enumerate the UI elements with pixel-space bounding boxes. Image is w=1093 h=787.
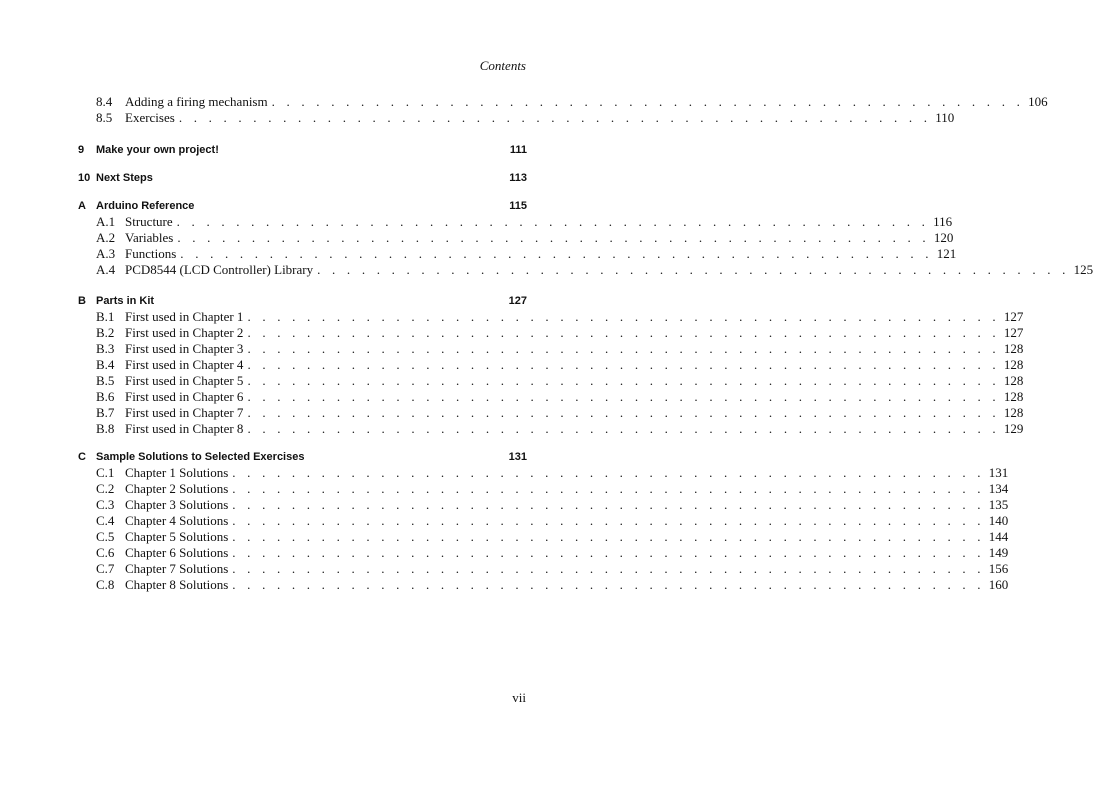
- toc-section-row[interactable]: [0, 529, 1009, 545]
- dot-leader: . . . . . . . . . . . . . . . . . . . . . . . . . . . . . . . . . . . . . . . . . . . . . . . . . . .: [232, 545, 985, 560]
- page-ref: 128: [1003, 405, 1024, 420]
- page-number: vii: [512, 690, 526, 705]
- section-title: First used in Chapter 4: [125, 357, 244, 372]
- section-title: First used in Chapter 2: [125, 325, 244, 340]
- toc-section-row[interactable]: [0, 513, 1009, 529]
- toc-section-row[interactable]: [0, 577, 1009, 593]
- dot-leader: . . . . . . . . . . . . . . . . . . . . . . . . . . . . . . . . . . . . . . . . . . . . . . . . . . .: [177, 230, 930, 245]
- section-number: B.6: [96, 389, 115, 404]
- page-ref: 128: [1003, 357, 1024, 372]
- section-title: Chapter 3 Solutions: [125, 497, 229, 512]
- section-title: Chapter 7 Solutions: [125, 561, 229, 576]
- dot-leader: . . . . . . . . . . . . . . . . . . . . . . . . . . . . . . . . . . . . . . . . . . . . . . . . . . .: [232, 513, 985, 528]
- section-title: PCD8544 (LCD Controller) Library: [125, 262, 314, 277]
- section-title: First used in Chapter 8: [125, 421, 244, 436]
- toc-section-row[interactable]: [0, 421, 1024, 437]
- toc-section-row[interactable]: [0, 325, 1024, 341]
- dot-leader: . . . . . . . . . . . . . . . . . . . . . . . . . . . . . . . . . . . . . . . . . . . . . . . . . . .: [247, 309, 1000, 324]
- toc-section-row[interactable]: [0, 110, 955, 126]
- section-number: B.2: [96, 325, 115, 340]
- toc-section-row[interactable]: [0, 341, 1024, 357]
- section-title: Chapter 1 Solutions: [125, 465, 229, 480]
- dot-leader: . . . . . . . . . . . . . . . . . . . . . . . . . . . . . . . . . . . . . . . . . . . . . . . . . . .: [247, 373, 1000, 388]
- section-number: C.6: [96, 545, 115, 560]
- section-number: 8.5: [96, 110, 113, 125]
- page-ref: 128: [1003, 341, 1024, 356]
- section-title: Structure: [125, 214, 173, 229]
- dot-leader: . . . . . . . . . . . . . . . . . . . . . . . . . . . . . . . . . . . . . . . . . . . . . . . . . . .: [247, 341, 1000, 356]
- toc-section-row[interactable]: [0, 309, 1024, 325]
- dot-leader: . . . . . . . . . . . . . . . . . . . . . . . . . . . . . . . . . . . . . . . . . . . . . . . . . . .: [232, 497, 985, 512]
- toc-section-row[interactable]: [0, 481, 1009, 497]
- dot-leader: . . . . . . . . . . . . . . . . . . . . . . . . . . . . . . . . . . . . . . . . . . . . . . . . . . .: [232, 465, 985, 480]
- toc-chapter-row[interactable]: [0, 449, 638, 465]
- toc-chapter-row[interactable]: [0, 198, 638, 214]
- page-ref: 149: [988, 545, 1009, 560]
- toc-chapter-row[interactable]: [0, 170, 638, 186]
- section-title: Adding a firing mechanism: [125, 94, 268, 109]
- dot-leader: . . . . . . . . . . . . . . . . . . . . . . . . . . . . . . . . . . . . . . . . . . . . . . . . . . .: [247, 405, 1000, 420]
- chapter-number: A: [78, 200, 86, 212]
- section-number: C.2: [96, 481, 115, 496]
- dot-leader: . . . . . . . . . . . . . . . . . . . . . . . . . . . . . . . . . . . . . . . . . . . . . . . . . . .: [176, 214, 930, 229]
- chapter-title: Sample Solutions to Selected Exercises: [96, 451, 305, 463]
- page-ref: 131: [988, 465, 1009, 480]
- chapter-number: B: [78, 295, 86, 307]
- dot-leader: . . . . . . . . . . . . . . . . . . . . . . . . . . . . . . . . . . . . . . . . . . . . . . . . . . .: [247, 389, 1000, 404]
- section-number: B.7: [96, 405, 115, 420]
- dot-leader: . . . . . . . . . . . . . . . . . . . . . . . . . . . . . . . . . . . . . . . . . . . . . . . . . . .: [232, 577, 985, 592]
- toc-section-row[interactable]: [0, 262, 1093, 278]
- page-ref: 134: [988, 481, 1009, 496]
- dot-leader: . . . . . . . . . . . . . . . . . . . . . . . . . . . . . . . . . . . . . . . . . . . . . . . . . . .: [247, 421, 1000, 436]
- chapter-title: Make your own project!: [96, 144, 219, 156]
- page-ref: 129: [1003, 421, 1024, 436]
- toc-section-row[interactable]: [0, 373, 1024, 389]
- section-title: First used in Chapter 5: [125, 373, 244, 388]
- section-number: A.4: [96, 262, 116, 277]
- dot-leader: . . . . . . . . . . . . . . . . . . . . . . . . . . . . . . . . . . . . . . . . . . . . . . . . . . .: [271, 94, 1025, 109]
- section-number: B.1: [96, 309, 115, 324]
- page-ref: 127: [1003, 309, 1024, 324]
- section-title: Chapter 2 Solutions: [125, 481, 229, 496]
- toc-section-row[interactable]: [0, 561, 1009, 577]
- section-number: C.5: [96, 529, 115, 544]
- toc-chapter-row[interactable]: [0, 293, 638, 309]
- dot-leader: . . . . . . . . . . . . . . . . . . . . . . . . . . . . . . . . . . . . . . . . . . . . . . . . . . .: [232, 529, 985, 544]
- section-number: C.1: [96, 465, 115, 480]
- page-ref: 115: [509, 200, 527, 212]
- chapter-title: Parts in Kit: [96, 295, 155, 307]
- section-number: B.4: [96, 357, 115, 372]
- section-title: First used in Chapter 1: [125, 309, 244, 324]
- dot-leader: . . . . . . . . . . . . . . . . . . . . . . . . . . . . . . . . . . . . . . . . . . . . . . . . . . .: [232, 561, 985, 576]
- chapter-number: 9: [78, 144, 85, 156]
- page-ref: 116: [933, 214, 953, 229]
- section-title: Chapter 4 Solutions: [125, 513, 229, 528]
- toc-section-row[interactable]: [0, 405, 1024, 421]
- section-title: Exercises: [125, 110, 175, 125]
- section-number: C.3: [96, 497, 115, 512]
- toc-section-row[interactable]: [0, 94, 1048, 110]
- dot-leader: . . . . . . . . . . . . . . . . . . . . . . . . . . . . . . . . . . . . . . . . . . . . . . . . . . .: [180, 246, 933, 261]
- toc-section-row[interactable]: [0, 497, 1009, 513]
- section-title: Functions: [125, 246, 177, 261]
- chapter-title: Next Steps: [96, 172, 153, 184]
- toc-section-row[interactable]: [0, 389, 1024, 405]
- section-number: A.1: [96, 214, 116, 229]
- section-title: First used in Chapter 7: [125, 405, 244, 420]
- page-ref: 113: [509, 172, 527, 184]
- toc-section-row[interactable]: [0, 545, 1009, 561]
- chapter-number: 10: [78, 172, 91, 184]
- dot-leader: . . . . . . . . . . . . . . . . . . . . . . . . . . . . . . . . . . . . . . . . . . . . . . . . . . .: [232, 481, 985, 496]
- section-title: Variables: [125, 230, 174, 245]
- page-ref: 120: [933, 230, 954, 245]
- dot-leader: . . . . . . . . . . . . . . . . . . . . . . . . . . . . . . . . . . . . . . . . . . . . . . . . . . .: [178, 110, 932, 125]
- toc-chapter-row[interactable]: [0, 142, 638, 158]
- section-number: C.4: [96, 513, 115, 528]
- section-number: 8.4: [96, 94, 113, 109]
- page-ref: 144: [988, 529, 1009, 544]
- page-ref: 110: [935, 110, 955, 125]
- section-number: A.3: [96, 246, 116, 261]
- toc-section-row[interactable]: [0, 214, 953, 230]
- page-ref: 128: [1003, 373, 1024, 388]
- page-ref: 128: [1003, 389, 1024, 404]
- page-ref: 125: [1073, 262, 1093, 277]
- page-ref: 127: [508, 295, 527, 307]
- dot-leader: . . . . . . . . . . . . . . . . . . . . . . . . . . . . . . . . . . . . . . . . . . . . . . . . . . .: [247, 357, 1000, 372]
- toc-section-row[interactable]: [0, 357, 1024, 373]
- section-title: First used in Chapter 6: [125, 389, 244, 404]
- section-number: B.3: [96, 341, 115, 356]
- section-title: Chapter 5 Solutions: [125, 529, 229, 544]
- section-number: B.5: [96, 373, 115, 388]
- chapter-title: Arduino Reference: [96, 200, 195, 212]
- toc-section-row[interactable]: [0, 246, 957, 262]
- page-ref: 111: [509, 144, 527, 156]
- section-number: C.8: [96, 577, 115, 592]
- page-ref: 156: [988, 561, 1009, 576]
- section-number: C.7: [96, 561, 115, 576]
- toc-section-row[interactable]: [0, 465, 1009, 481]
- section-number: B.8: [96, 421, 115, 436]
- page-ref: 140: [988, 513, 1009, 528]
- page-ref: 131: [508, 451, 527, 463]
- page-ref: 135: [988, 497, 1009, 512]
- toc-section-row[interactable]: [0, 230, 954, 246]
- page-ref: 121: [936, 246, 957, 261]
- dot-leader: . . . . . . . . . . . . . . . . . . . . . . . . . . . . . . . . . . . . . . . . . . . . . . . . . . .: [247, 325, 1000, 340]
- section-title: Chapter 6 Solutions: [125, 545, 229, 560]
- dot-leader: . . . . . . . . . . . . . . . . . . . . . . . . . . . . . . . . . . . . . . . . . . . . . . . . . . .: [317, 262, 1070, 277]
- page-ref: 127: [1003, 325, 1024, 340]
- section-number: A.2: [96, 230, 116, 245]
- page-ref: 106: [1028, 94, 1048, 109]
- section-title: First used in Chapter 3: [125, 341, 244, 356]
- chapter-number: C: [78, 451, 86, 463]
- running-header: Contents: [479, 58, 526, 73]
- page-ref: 160: [988, 577, 1009, 592]
- section-title: Chapter 8 Solutions: [125, 577, 229, 592]
